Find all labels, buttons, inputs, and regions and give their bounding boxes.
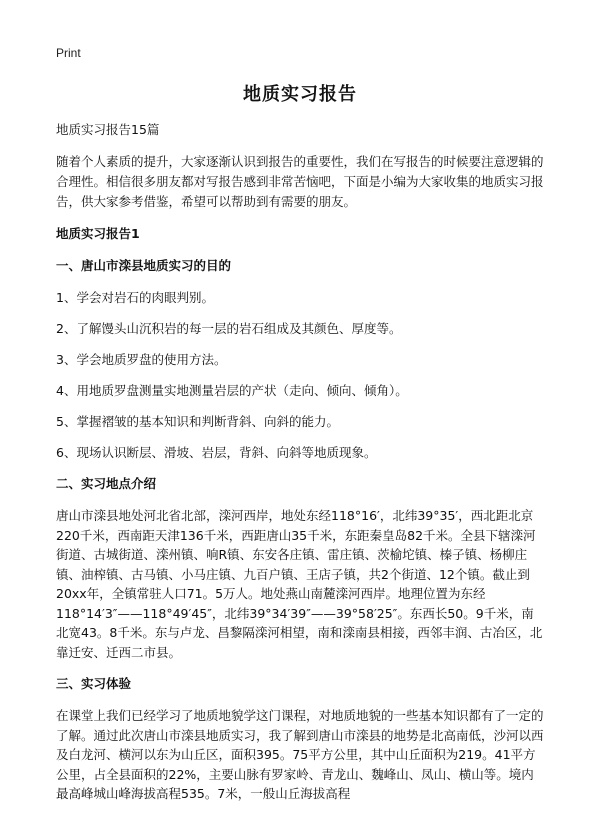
report-heading: 地质实习报告1 — [56, 226, 140, 241]
section2-heading: 二、实习地点介绍 — [56, 476, 157, 491]
doc-subtitle: 地质实习报告15篇 — [56, 122, 160, 137]
list-item: 2、了解馒头山沉积岩的每一层的岩石组成及其颜色、厚度等。 — [56, 321, 402, 336]
section3-heading: 三、实习体验 — [56, 676, 132, 691]
list-item: 1、学会对岩石的肉眼判别。 — [56, 290, 214, 305]
section3-paragraph: 在课堂上我们已经学习了地质地貌学这门课程，对地质地貌的一些基本知识都有了一定的了解。通过此次唐山市滦县地质实习，我了解到唐山市滦县的地势是北高南低，沙河以西及白龙河、横河以东为山丘区，面积395。75平方公里，其中山丘面积为219。41平方公里，占全县面积的22%，主要山脉有罗家岭、青龙山、魏峰山、凤山、横山等。境内最高峰城山峰海拔高程535。7米，一般山丘海拔高程 — [56, 708, 544, 801]
list-item: 4、用地质罗盘测量实地测量岩层的产状（走向、倾向、倾角）。 — [56, 383, 408, 398]
list-item: 5、掌握褶皱的基本知识和判断背斜、向斜的能力。 — [56, 414, 339, 429]
print-link[interactable]: Print — [56, 46, 81, 60]
list-item: 3、学会地质罗盘的使用方法。 — [56, 352, 227, 367]
article-body — [56, 120, 546, 816]
section2-paragraph: 唐山市滦县地处河北省北部，滦河西岸，地处东经118°16′，北纬39°35′，西北距北京220千米，西南距天津136千米，西距唐山35千米，东距秦皇岛82千米。全县下辖滦河街道、古城街道、滦州镇、响R镇、东安各庄镇、雷庄镇、茨榆坨镇、榛子镇、杨柳庄镇、油榨镇、古马镇、小马庄镇、九百户镇、王店子镇，共2个街道、12个镇。截止到20xx年，全镇常驻人口71。5万人。地处燕山南麓滦河西岸。地理位置为东经118°14′3″——118°49′45″，北纬39°34′39″——39°58′25″。东西长50。9千米，南北宽43。8千米。东与卢龙、昌黎隔滦河相望，南和滦南县相接，西邻丰润、古冶区，北靠迁安、迁西二市县。 — [56, 508, 543, 660]
section1-heading: 一、唐山市滦县地质实习的目的 — [56, 258, 232, 273]
list-item: 6、现场认识断层、滑坡、岩层，背斜、向斜等地质现象。 — [56, 445, 377, 460]
page-title: 地质实习报告 — [243, 84, 357, 105]
intro-paragraph: 随着个人素质的提升，大家逐渐认识到报告的重要性，我们在写报告的时候要注意逻辑的合理性。相信很多朋友都对写报告感到非常苦恼吧，下面是小编为大家收集的地质实习报告，供大家参考借鉴，希望可以帮助到有需要的朋友。 — [56, 154, 544, 209]
